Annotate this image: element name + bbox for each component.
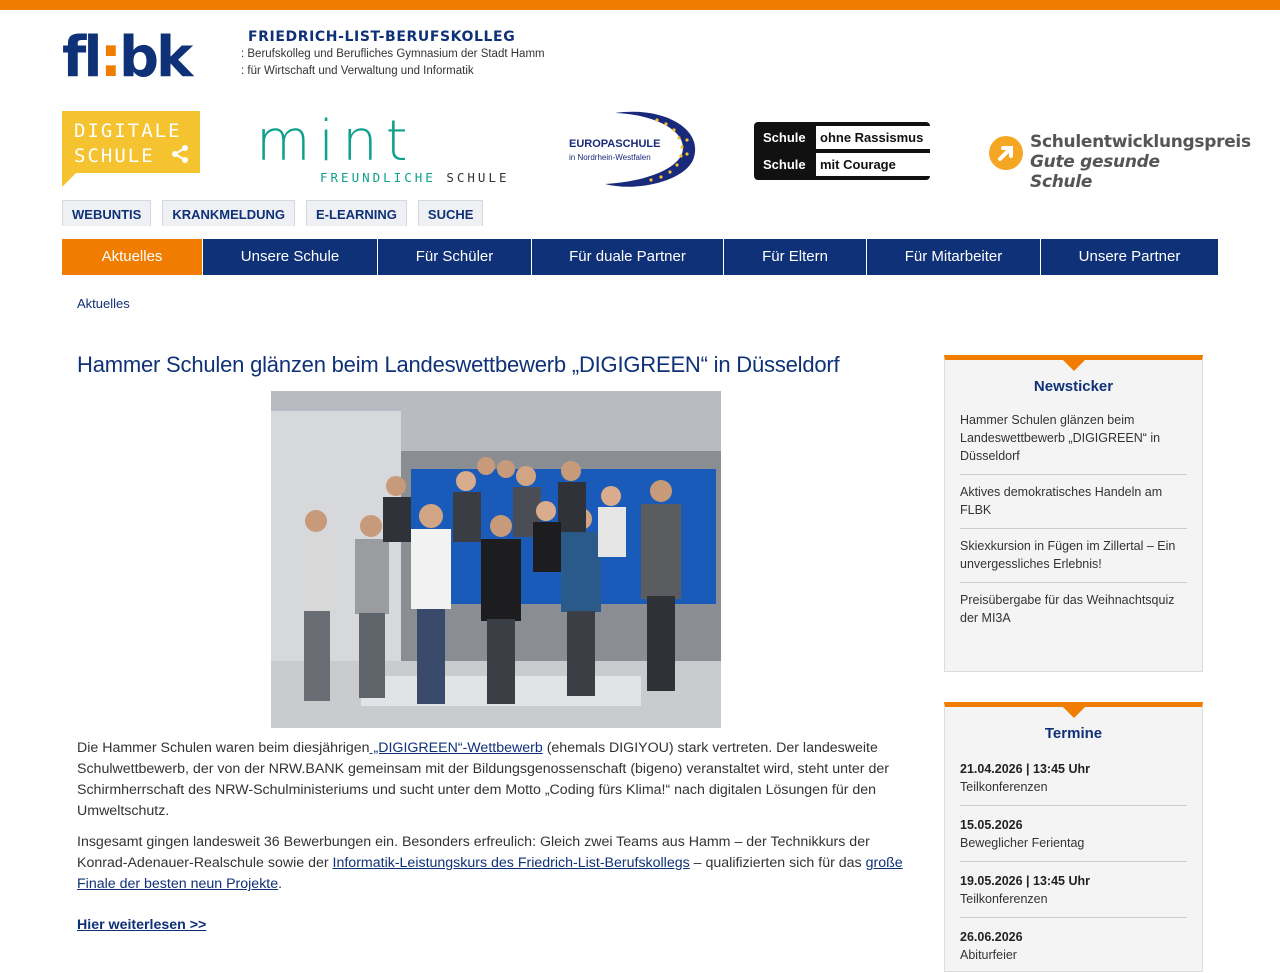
p2-text-c: . (278, 876, 283, 892)
site-logo[interactable]: fl:bk (62, 25, 191, 90)
share-icon (170, 144, 190, 164)
article-paragraph-2 (77, 832, 917, 895)
swp-subtitle: Gute gesunde Schule (1030, 152, 1160, 192)
rass-label-d: mit Courage (816, 153, 930, 176)
termin-item[interactable] (960, 862, 1187, 918)
article-paragraph-1 (77, 738, 917, 822)
newsticker-title: Newsticker (1033, 378, 1114, 395)
nav-fuer-schueler[interactable]: Für Schüler (378, 239, 532, 275)
digigreen-link[interactable]: „DIGIGREEN“-Wettbewerb (369, 740, 543, 756)
nav-fuer-eltern[interactable]: Für Eltern (724, 239, 867, 275)
termin-label: Abiturfeier (960, 948, 1017, 962)
school-subtitle-1: : Berufskolleg und Berufliches Gymnasium der Stadt Hamm (241, 48, 545, 60)
swp-title: Schulentwicklungspreis (1030, 132, 1251, 152)
nav-unsere-partner[interactable]: Unsere Partner (1078, 248, 1181, 265)
arrow-circle-icon (988, 135, 1024, 171)
mint-wordmark: mint (256, 109, 416, 174)
termin-item[interactable] (960, 918, 1187, 973)
termin-label: Teilkonferenzen (960, 892, 1048, 906)
termin-label: Teilkonferenzen (960, 780, 1048, 794)
news-item[interactable]: Aktives demokratisches Handeln am FLBK (960, 475, 1187, 529)
rass-label-b: ohne Rassismus (816, 126, 930, 149)
informatik-lk-link[interactable]: Informatik-Leistungskurs des Friedrich-List-Berufskollegs (332, 855, 690, 871)
read-more-link[interactable]: Hier weiterlesen >> (77, 917, 207, 933)
nav-unsere-schule[interactable]: Unsere Schule (203, 239, 378, 275)
group-photo-image (271, 391, 721, 728)
school-subtitle-2: : für Wirtschaft und Verwaltung und Informatik (241, 65, 474, 77)
quicklink-krankmeldung[interactable]: KRANKMELDUNG (162, 200, 295, 226)
article-title[interactable]: Hammer Schulen glänzen beim Landeswettbewerb „DIGIGREEN“ in Düsseldorf (77, 352, 840, 377)
newsticker-box (944, 355, 1203, 672)
p1-text-a: Die Hammer Schulen waren beim diesjährigen (77, 740, 370, 756)
mint-label-freundliche: FREUNDLICHE (320, 170, 436, 185)
mint-schule-badge[interactable] (256, 109, 521, 190)
rass-label-a: Schule (763, 130, 806, 145)
nav-fuer-duale-partner[interactable]: Für duale Partner (532, 239, 724, 275)
quicklink-e-learning[interactable]: E-LEARNING (306, 200, 407, 226)
schulentwicklungspreis-badge[interactable] (988, 132, 1251, 192)
digitale-line-1: DIGITALE (74, 120, 182, 142)
p1-text-b: (ehemals DIGIYOU) stark vertreten. Der landesweite Schulwettbewerb, der von der NRW.BANK gemeinsam mit der Bildungsgenossenschaft (bigeno) veranstaltet wird, steht unter der Schirmherrschaft des NRW-Schulministeriums und sucht unter dem Motto „Coding fürs Klima!“ nach digitalen Lösungen für den Umweltschutz. (77, 740, 889, 819)
top-accent-bar (0, 0, 1280, 10)
europaschule-badge[interactable] (565, 110, 697, 188)
school-name: FRIEDRICH-LIST-BERUFSKOLLEG (248, 29, 516, 45)
termin-date: 21.04.2026 | 13:45 Uhr (960, 762, 1090, 776)
p2-text-b: – qualifizierten sich für das (689, 855, 866, 871)
news-item[interactable]: Hammer Schulen glänzen beim Landeswettbewerb „DIGIGREEN“ in Düsseldorf (960, 403, 1187, 475)
quicklinks (62, 200, 483, 226)
termin-date: 19.05.2026 | 13:45 Uhr (960, 874, 1090, 888)
quicklink-suche[interactable]: SUCHE (418, 200, 484, 226)
breadcrumb[interactable]: Aktuelles (77, 296, 130, 311)
nav-fuer-mitarbeiter[interactable]: Für Mitarbeiter (867, 239, 1041, 275)
europa-subtitle: in Nordrhein-Westfalen (569, 153, 651, 162)
europa-title: EUROPASCHULE (569, 138, 661, 150)
quicklink-webuntis[interactable]: WEBUNTIS (62, 200, 151, 226)
news-item[interactable]: Skiexkursion in Fügen im Zillertal – Ein unvergessliches Erlebnis! (960, 529, 1187, 583)
termine-title: Termine (1044, 725, 1103, 742)
digitale-line-2: SCHULE (74, 145, 155, 167)
termin-date: 26.06.2026 (960, 930, 1023, 944)
p2-text-a: Insgesamt gingen landesweit 36 Bewerbungen ein. Besonders erfreulich: Gleich zwei Teams aus Hamm – der Technikkurs der Konrad-Adenauer-Realschule sowie der (77, 834, 870, 871)
article-photo[interactable] (271, 391, 721, 728)
schule-ohne-rassismus-badge[interactable] (754, 122, 930, 180)
main-navigation (62, 239, 1218, 275)
digitale-schule-badge[interactable] (62, 111, 200, 173)
mint-label-schule: SCHULE (446, 170, 510, 185)
termine-box (944, 702, 1203, 972)
rass-label-c: Schule (763, 157, 806, 172)
news-item[interactable]: Preisübergabe für das Weihnachtsquiz der MI3A (960, 593, 1175, 625)
termin-label: Beweglicher Ferientag (960, 836, 1085, 850)
termin-item[interactable] (960, 750, 1187, 806)
nav-aktuelles[interactable]: Aktuelles (62, 239, 203, 275)
termin-date: 15.05.2026 (960, 818, 1023, 832)
termin-item[interactable] (960, 806, 1187, 862)
finale-link[interactable]: große Finale der besten neun Projekte (77, 855, 903, 892)
